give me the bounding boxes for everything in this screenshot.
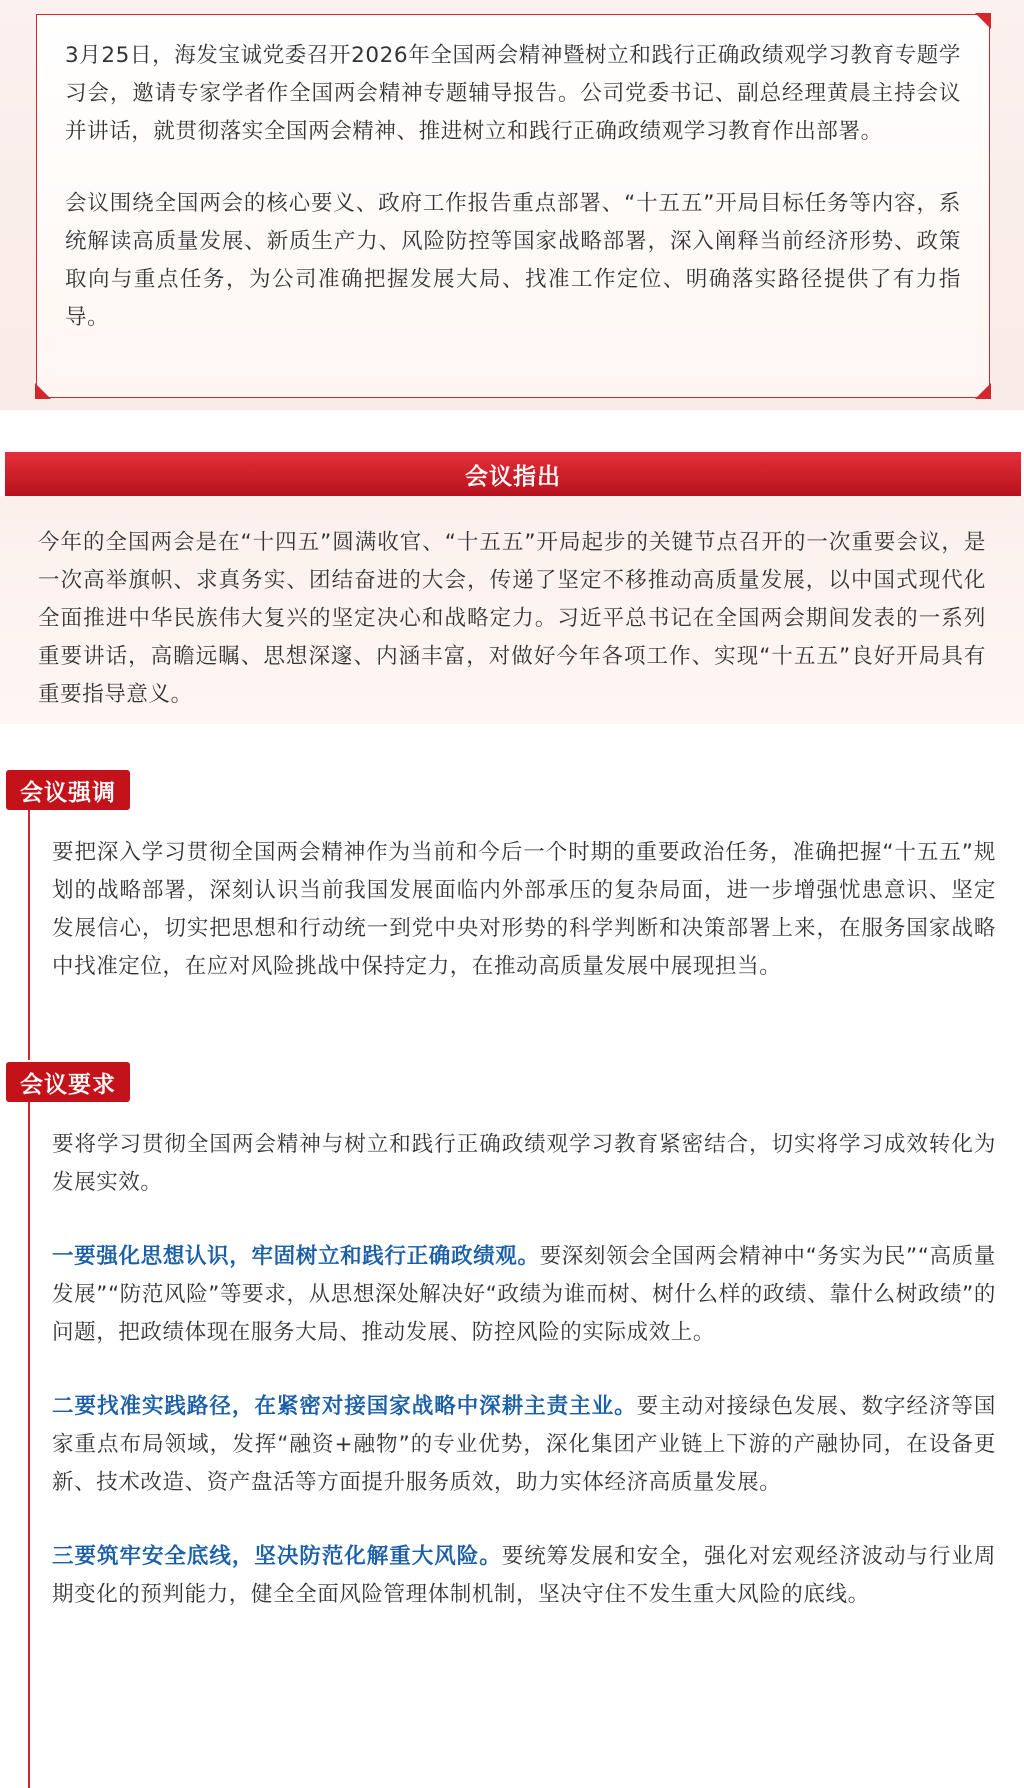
emphasize-text: 要把深入学习贯彻全国两会精神作为当前和今后一个时期的重要政治任务，准确把握“十五五”规划的战略部署，深刻认识当前我国发展面临内外部承压的复杂局面，进一步增强忧患意识、坚定发展信心，切实把思想和行动统一到党中央对形势的科学判断和决策部署上来，在服务国家战略中找准定位，在应对风险挑战中保持定力，在推动高质量发展中展现担当。 [52,840,996,979]
section-divider-line [28,790,30,1060]
section-title: 会议指出 [465,463,561,490]
emphasize-section [52,834,996,986]
requirements-section [52,1126,996,1614]
section-tag-label: 会议要求 [20,1071,116,1098]
requirement-text: 要统筹发展和安全，强化对宏观经济波动与行业周期变化的预判能力，健全全面风险管理体制机制，坚决守住不发生重大风险的底线。 [52,1544,996,1607]
point-out-section [0,496,1024,724]
section-tag-requirements [6,1062,130,1102]
section-banner-point-out [5,452,1021,496]
section-tag-emphasize [6,770,130,810]
requirement-item [52,1238,996,1352]
intro-card [36,14,990,398]
intro-paragraph: 3月25日，海发宝诚党委召开2026年全国两会精神暨树立和践行正确政绩观学习教育专题学习会，邀请专家学者作全国两会精神专题辅导报告。公司党委书记、副总经理黄晨主持会议并讲话，就贯彻落实全国两会精神、推进树立和践行正确政绩观学习教育作出部署。 [65,43,961,144]
requirements-intro: 要将学习贯彻全国两会精神与树立和践行正确政绩观学习教育紧密结合，切实将学习成效转化为发展实效。 [52,1132,996,1195]
requirement-text: 要主动对接绿色发展、数字经济等国家重点布局领域，发挥“融资+融物”的专业优势，深化集团产业链上下游的产融协同，在设备更新、技术改造、资产盘活等方面提升服务质效，助力实体经济高质量发展。 [52,1394,997,1495]
section-divider-line [28,1090,30,1788]
requirement-highlight: 二要找准实践路径，在紧密对接国家战略中深耕主责主业。 [52,1394,637,1419]
section-tag-label: 会议强调 [20,779,116,806]
corner-ornament [975,383,991,399]
requirement-item [52,1388,996,1502]
intro-paragraph: 会议围绕全国两会的核心要义、政府工作报告重点部署、“十五五”开局目标任务等内容，系统解读高质量发展、新质生产力、风险防控等国家战略部署，深入阐释当前经济形势、政策取向与重点任务，为公司准确把握发展大局、找准工作定位、明确落实路径提供了有力指导。 [65,191,961,330]
requirement-item [52,1538,996,1614]
requirement-text: 要深刻领会全国两会精神中“务实为民”“高质量发展”“防范风险”等要求，从思想深处解决好“政绩为谁而树、树什么样的政绩、靠什么树政绩”的问题，把政绩体现在服务大局、推动发展、防控风险的实际成效上。 [52,1244,996,1345]
requirement-highlight: 一要强化思想认识，牢固树立和践行正确政绩观。 [52,1244,540,1269]
requirement-highlight: 三要筑牢安全底线，坚决防范化解重大风险。 [52,1544,502,1569]
point-out-text: 今年的全国两会是在“十四五”圆满收官、“十五五”开局起步的关键节点召开的一次重要会议，是一次高举旗帜、求真务实、团结奋进的大会，传递了坚定不移推动高质量发展，以中国式现代化全面推进中华民族伟大复兴的坚定决心和战略定力。习近平总书记在全国两会期间发表的一系列重要讲话，高瞻远瞩、思想深邃、内涵丰富，对做好今年各项工作、实现“十五五”良好开局具有重要指导意义。 [38,530,986,707]
